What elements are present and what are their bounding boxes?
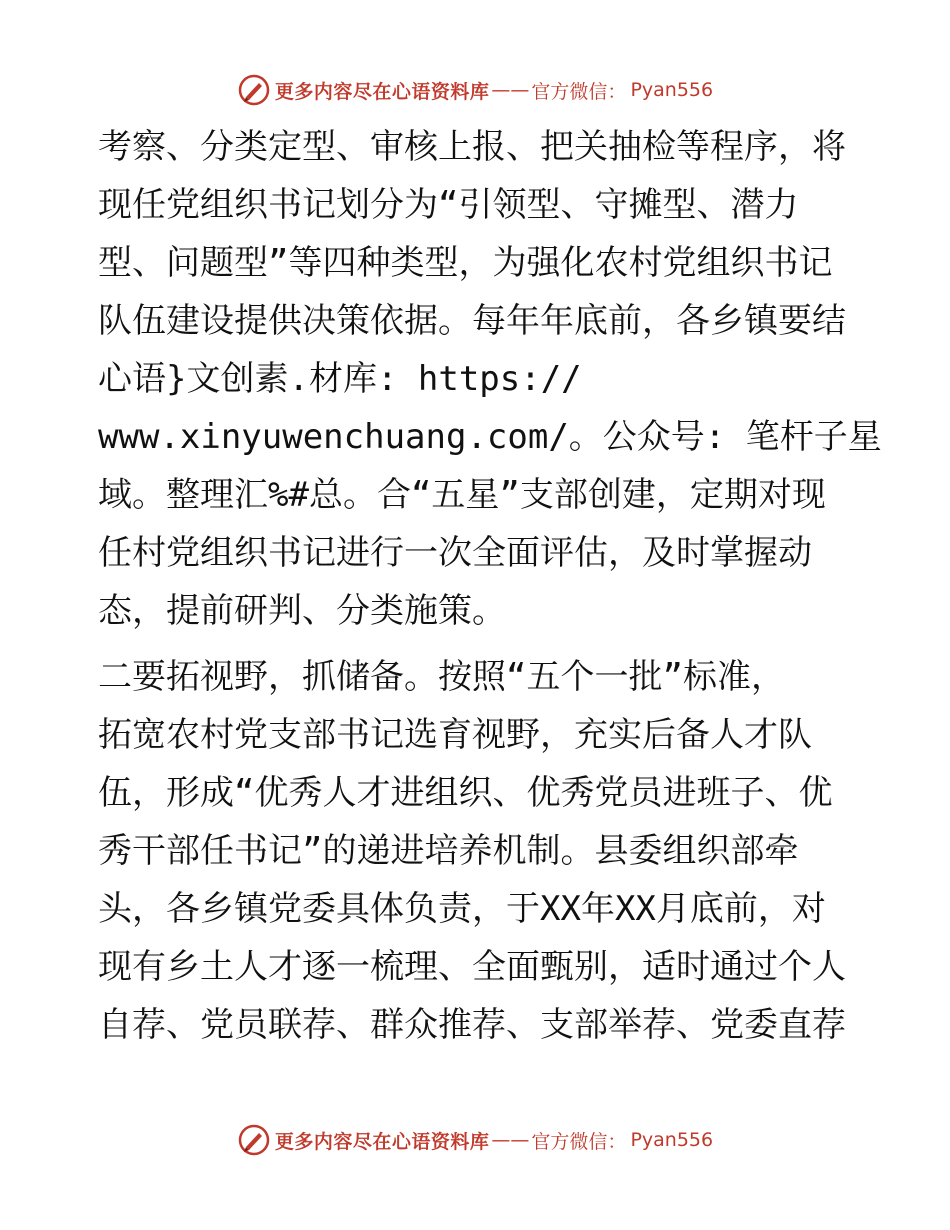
paragraph-gap <box>98 640 858 648</box>
header-account-label: 官方微信： <box>531 80 627 103</box>
paragraph-2 <box>98 648 858 1054</box>
text-line: 秀干部任书记”的递进培养机制。县委组织部牵 <box>98 831 799 871</box>
text-line: 拓宽农村党支部书记选育视野，充实后备人才队 <box>98 715 812 755</box>
footer-separator: —— <box>491 1129 530 1151</box>
text-line: 队伍建设提供决策依据。每年年底前，各乡镇要结 <box>98 301 846 341</box>
document-body <box>98 118 882 1054</box>
text-line: 型、问题型”等四种类型，为强化农村党组织书记 <box>98 243 833 283</box>
text-line: 自荐、党员联荐、群众推荐、支部举荐、党委直荐 <box>98 1005 846 1045</box>
text-line: 心语}文创素.材库: https:// <box>98 359 582 399</box>
text-line: 域。整理汇%#总。合“五星”支部创建，定期对现 <box>98 475 826 515</box>
text-line: 现有乡土人才逐一梳理、全面甄别，适时通过个人 <box>98 947 846 987</box>
text-line: 伍，形成“优秀人才进组织、优秀党员进班子、优 <box>98 773 833 813</box>
header-banner <box>0 70 950 110</box>
footer-account-label: 官方微信： <box>531 1130 627 1153</box>
pen-logo-icon <box>237 1123 271 1157</box>
text-line: 二要拓视野，抓储备。按照“五个一批”标准， <box>98 657 785 697</box>
header-account-id: Pyan556 <box>630 79 714 101</box>
footer-account-id: Pyan556 <box>630 1129 714 1151</box>
header-separator: —— <box>491 79 530 101</box>
text-line: 现任党组织书记划分为“引领型、守摊型、潜力 <box>98 185 799 225</box>
text-line: 任村党组织书记进行一次全面评估，及时掌握动 <box>98 533 812 573</box>
footer-banner <box>0 1120 950 1160</box>
paragraph-1 <box>98 118 882 640</box>
text-line: 头，各乡镇党委具体负责，于XX年XX月底前，对 <box>98 889 826 929</box>
pen-logo-icon <box>237 73 271 107</box>
text-line: 考察、分类定型、审核上报、把关抽检等程序，将 <box>98 127 846 167</box>
text-line: www.xinyuwenchuang.com/。公众号: 笔杆子星 <box>98 417 882 457</box>
footer-brand: 更多内容尽在心语资料库 <box>274 1130 490 1153</box>
header-brand: 更多内容尽在心语资料库 <box>274 80 490 103</box>
text-line: 态，提前研判、分类施策。 <box>98 591 506 631</box>
